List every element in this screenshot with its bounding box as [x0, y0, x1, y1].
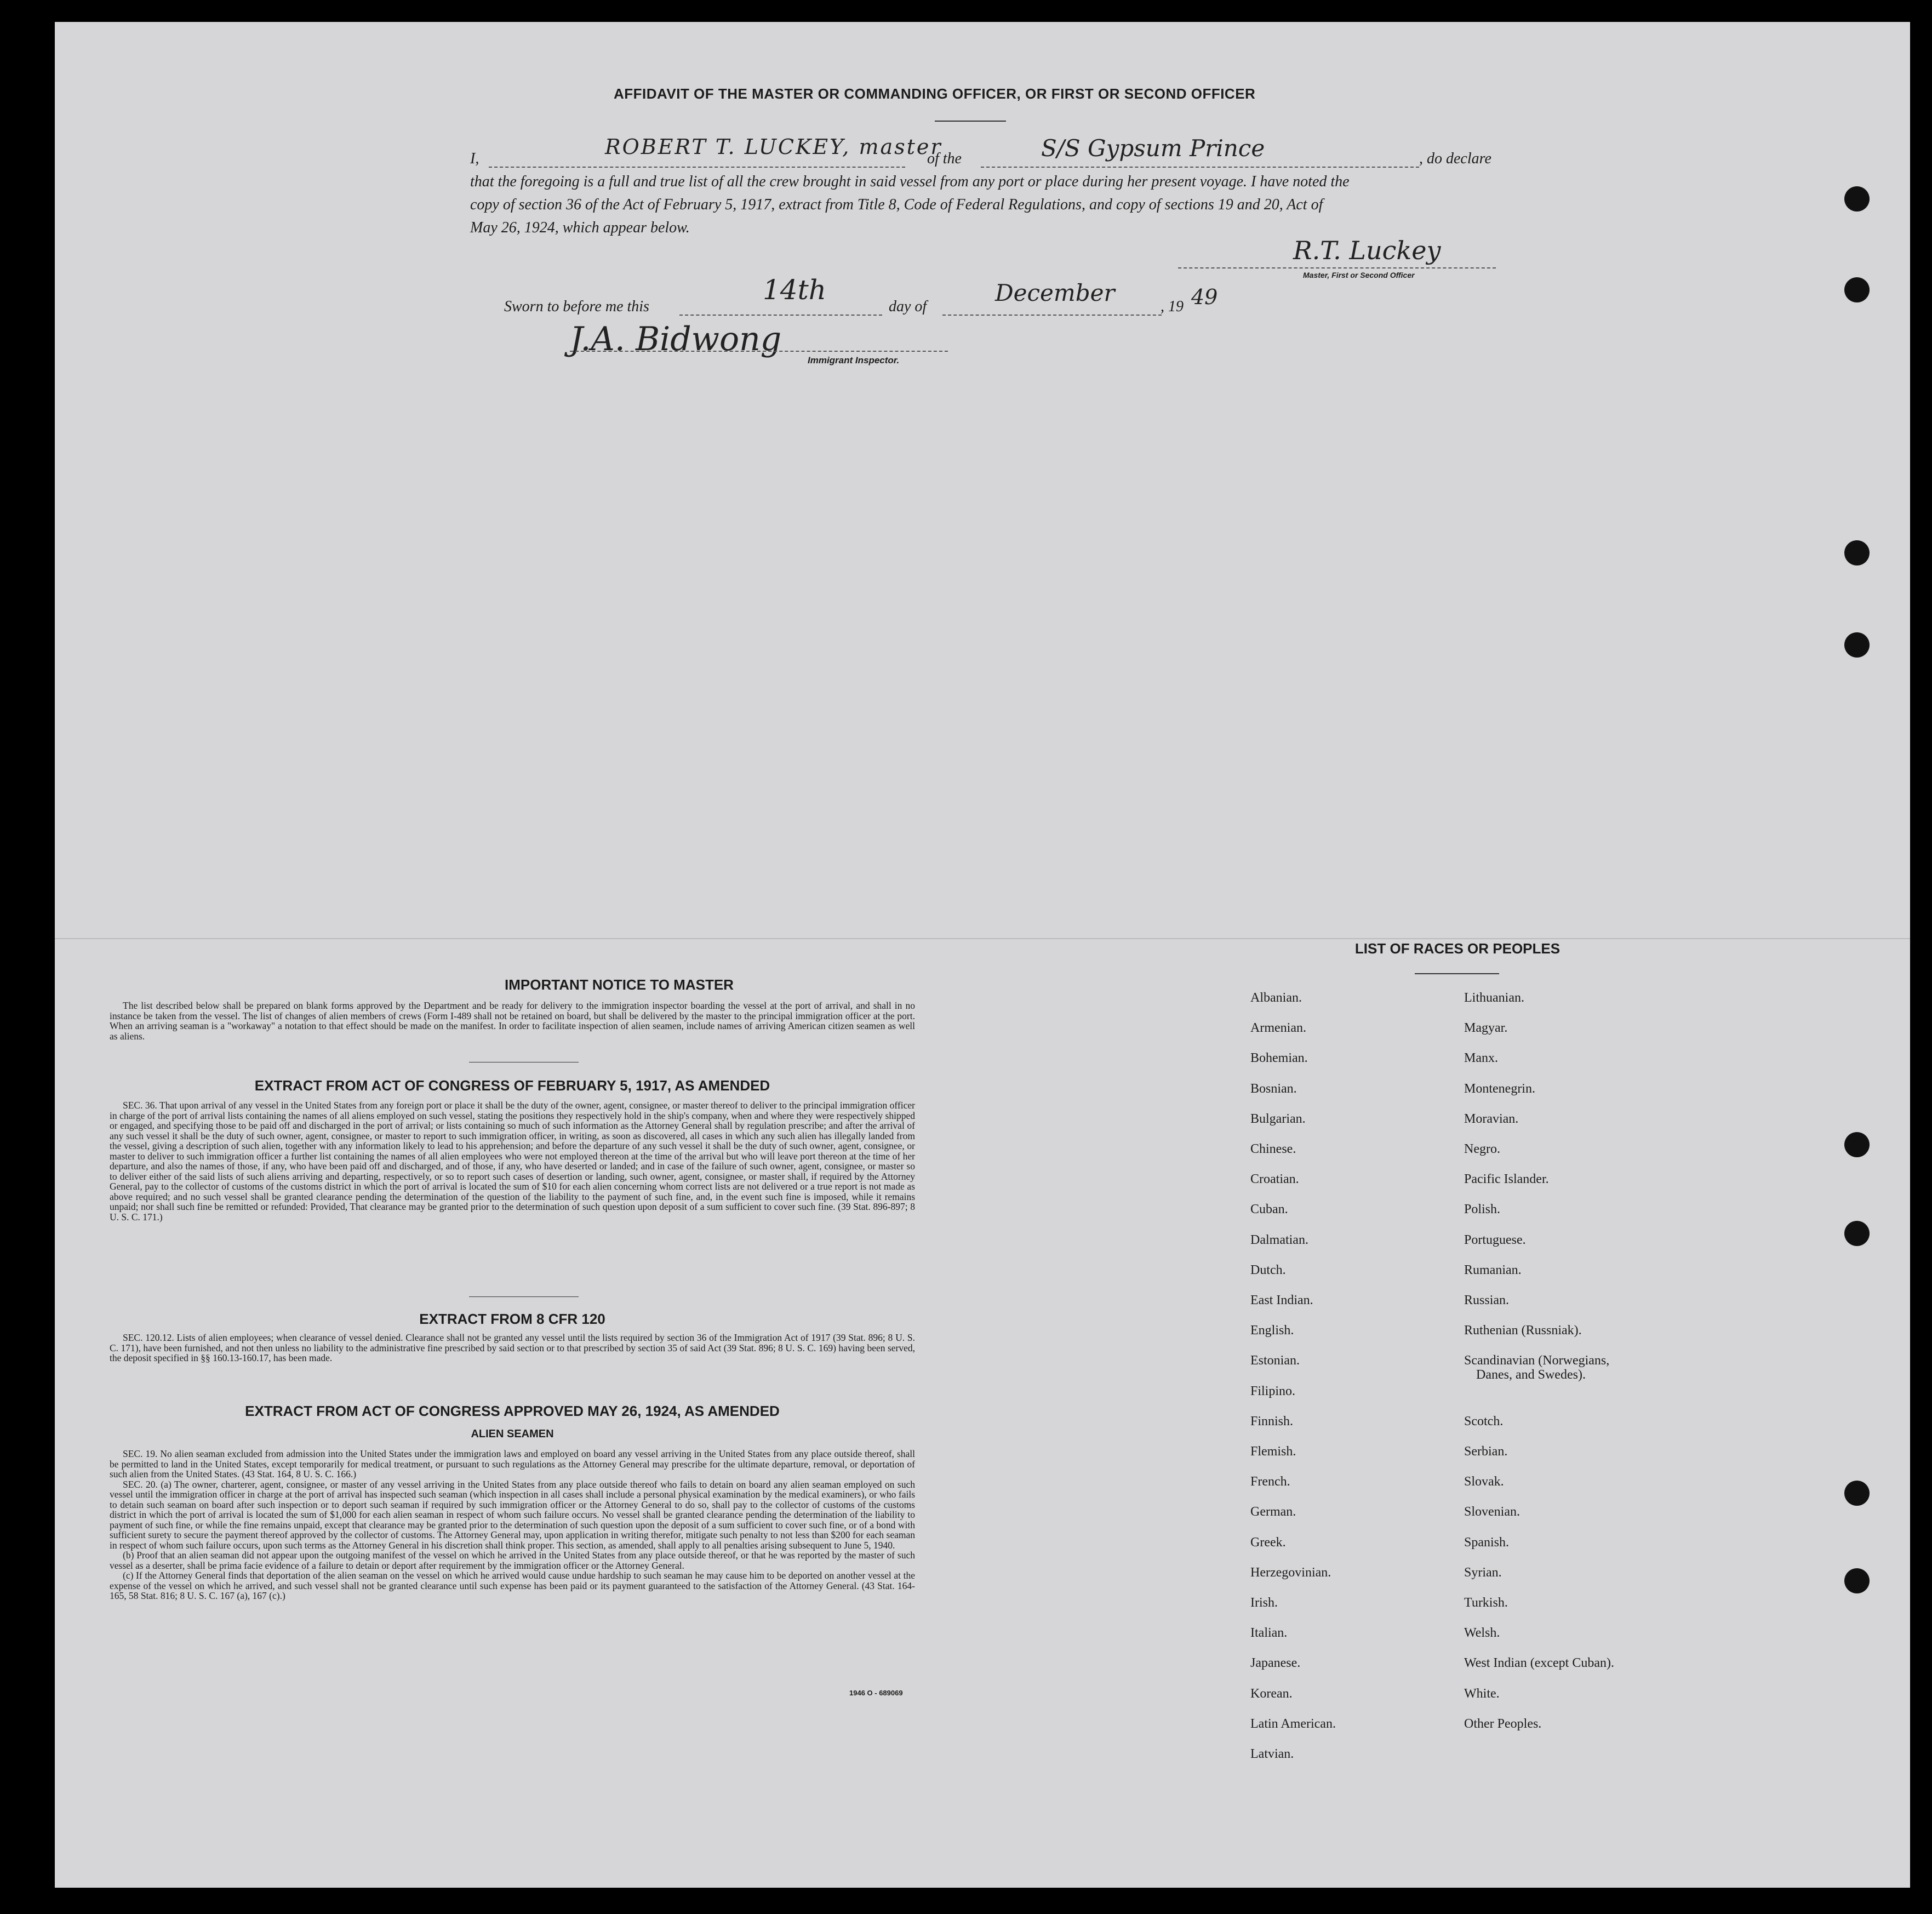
master-caption: Master, First or Second Officer: [1303, 271, 1415, 279]
vessel-name: S/S Gypsum Prince: [1041, 135, 1265, 162]
affidavit-of-the: of the: [927, 150, 962, 167]
extract-cfr-title: EXTRACT FROM 8 CFR 120: [419, 1311, 605, 1327]
race-item: Montenegrin.: [1464, 1082, 1535, 1096]
race-item: Cuban.: [1250, 1202, 1288, 1216]
binder-hole: [1844, 1568, 1870, 1593]
fold-line: [55, 938, 1910, 939]
race-item: Rumanian.: [1464, 1263, 1522, 1277]
race-item: Japanese.: [1250, 1656, 1301, 1670]
race-item: Dalmatian.: [1250, 1233, 1308, 1247]
race-item: Korean.: [1250, 1687, 1293, 1701]
race-item: Pacific Islander.: [1464, 1172, 1549, 1186]
race-item: Other Peoples.: [1464, 1717, 1542, 1731]
races-title: LIST OF RACES OR PEOPLES: [1354, 940, 1561, 957]
title-underline: [935, 121, 1006, 122]
sec20c-paragraph: (c) If the Attorney General finds that deportation of the alien seaman on the vessel on which he arrived would cause undue hardship to such seaman he may cause him to be deported on another vessel at the expense of the vessel on which he arrived, and such vessel shall not be granted clearance until such expense has been paid or its payment guaranteed to the satisfaction of the Attorney General. (43 Stat. 164-165, 58 Stat. 816; 8 U. S. C. 167 (a), 167 (c).): [110, 1570, 915, 1601]
race-item: French.: [1250, 1475, 1290, 1489]
races-underline: [1415, 973, 1499, 974]
race-item: West Indian (except Cuban).: [1464, 1656, 1614, 1670]
affidavit-i: I,: [470, 150, 479, 167]
race-item: Slovak.: [1464, 1475, 1504, 1489]
sec20a-paragraph: SEC. 20. (a) The owner, charterer, agent, consignee, or master of any vessel arriving in the United States from any place outside thereof who fails to detain on board any alien seaman employed on such vessel until the immigration officer in charge at the port of arrival has inspected such seaman (which inspection in all cases shall include a personal physical examination by the medical examiners), or who fails to detain such seaman on board after such inspection or to deport such seaman if required by such immigration officer or the Attorney General to do so, shall pay to the collector of customs of the customs district in which the port of arrival is located the sum of $1,000 for each alien seaman in respect of whom such failure occurs. No vessel shall be granted clearance pending the determination of the liability to payment of such fine, or while the fine remains unpaid, except that clearance may be granted prior to the determination of such question upon the deposit of a sum sufficient to cover such fine, or of a bond with sufficient surety to secure the payment thereof approved by the collector of customs. The Attorney General may, upon application in writing therefor, mitigate such penalty to not less than $200 for each seaman in respect of whom such failure occurs, upon such terms as the Attorney General in his discretion shall think proper. This section, as amended, shall apply to all penalties arising subsequent to June 5, 1940.: [110, 1478, 915, 1551]
extract-cfr-text: [110, 1333, 915, 1363]
race-item: Scotch.: [1464, 1414, 1504, 1429]
inspector-signature: J.A. Bidwong: [570, 320, 782, 358]
binder-hole: [1844, 1132, 1870, 1157]
name-blank: [489, 167, 905, 168]
race-item: Dutch.: [1250, 1263, 1286, 1277]
race-item: Filipino.: [1250, 1384, 1296, 1398]
extract-1917-text: [110, 1100, 915, 1222]
race-item: Armenian.: [1250, 1021, 1306, 1035]
binder-hole: [1844, 632, 1870, 658]
race-item: Herzegovinian.: [1250, 1566, 1331, 1580]
race-item: Slovenian.: [1464, 1505, 1520, 1519]
day-value: 14th: [763, 274, 826, 306]
affidavit-body-2: copy of section 36 of the Act of February 5, 1917, extract from Title 8, Code of Federal Regulations, and copy of sections 19 and 20, Act of: [470, 196, 1323, 213]
race-item: Croatian.: [1250, 1172, 1299, 1186]
race-item: Welsh.: [1464, 1626, 1500, 1640]
binder-hole: [1844, 540, 1870, 565]
race-continuation: Danes, and Swedes).: [1476, 1368, 1586, 1382]
sworn-text: Sworn to before me this: [504, 298, 649, 315]
race-item: White.: [1464, 1687, 1500, 1701]
sec36-paragraph: SEC. 36. That upon arrival of any vessel in the United States from any foreign port or place it shall be the duty of the owner, agent, consignee, or master thereof to deliver to the principal immigration officer in charge of the port of arrival lists containing the names of all aliens employed on such vessel, stating the positions they respectively hold in the ship's company, when and where they were respectively shipped or engaged, and specifying those to be paid off and discharged in the port of arrival; or lists containing so much of such information as the Attorney General shall by regulation prescribe; and after the arrival of any such vessel it shall be the duty of such owner, agent, consignee, or master to report to such immigration officer, in writing, as soon as discovered, all cases in which any such alien has illegally landed from the vessel, giving a description of such alien, together with any information likely to lead to his apprehension; and before the departure of any such vessel it shall be the duty of such owner, agent, consignee, or master to deliver to such immigration officer a further list containing the names of all alien employees who were not employed thereon at the time of the arrival but who will leave port thereon at the time of her departure, and also the names of those, if any, who have been paid off and discharged, and of those, if any, who have deserted or landed; and in case of the failure of such owner, agent, consignee, or master so to deliver either of the said lists of such aliens arriving and departing, respectively, or so to report such cases of desertion or landing, such owner, agent, consignee, or master shall, if required by the Attorney General, pay to the collector of customs of the customs district in which the port of arrival is located the sum of $10 for each alien concerning whom correct lists are not delivered or a true report is not made as above required; and no such vessel shall be granted clearance pending the determination of the question of the liability to the payment of such fine, and, in the event such fine is imposed, while it remains unpaid; nor shall such fine be remitted or refunded: Provided, That clearance may be granted prior to the determination of such question upon deposit of a sum sufficient to cover such fine. (39 Stat. 896-897; 8 U. S. C. 171.): [110, 1100, 915, 1222]
day-blank: [679, 315, 882, 316]
affidavit-body-3: May 26, 1924, which appear below.: [470, 219, 690, 236]
extract-1924-text: [110, 1449, 915, 1601]
race-item: Bulgarian.: [1250, 1112, 1306, 1126]
race-item: Ruthenian (Russniak).: [1464, 1323, 1582, 1338]
divider: [469, 1296, 579, 1297]
sec20b-paragraph: (b) Proof that an alien seaman did not appear upon the outgoing manifest of the vessel on which he arrived in the United States from any place outside thereof, or that he was reported by the master of such vessel as a deserter, shall be prima facie evidence of a failure to detain or deport after requirement by the immigration officer or the Attorney General.: [110, 1550, 915, 1571]
race-item: Italian.: [1250, 1626, 1288, 1640]
race-item: Irish.: [1250, 1596, 1278, 1610]
race-item: Manx.: [1464, 1051, 1498, 1065]
sec120-paragraph: SEC. 120.12. Lists of alien employees; when clearance of vessel denied. Clearance shall not be granted any vessel until the lists required by section 36 of the Immigration Act of 1917 (39 Stat. 896; 8 U. S. C. 171), have been furnished, and not then unless no liability to the administrative fine prescribed by said section or to that prescribed by section 35 of said Act (39 Stat. 896; 8 U. S. C. 169) having been served, the deposit specified in §§ 160.13-160.17, has been made.: [110, 1332, 915, 1363]
race-item: Albanian.: [1250, 991, 1302, 1005]
race-item: Finnish.: [1250, 1414, 1294, 1429]
day-of-text: day of: [889, 298, 927, 315]
race-item: Turkish.: [1464, 1596, 1508, 1610]
race-item: Moravian.: [1464, 1112, 1519, 1126]
inspector-caption: Immigrant Inspector.: [808, 355, 900, 365]
notice-title: IMPORTANT NOTICE TO MASTER: [505, 976, 734, 993]
race-item: Polish.: [1464, 1202, 1501, 1216]
race-item: Russian.: [1464, 1293, 1510, 1307]
race-item: Estonian.: [1250, 1353, 1300, 1368]
vessel-blank: [981, 167, 1419, 168]
master-signature-line: [1178, 267, 1496, 268]
month-value: December: [995, 279, 1115, 306]
alien-seamen-subtitle: ALIEN SEAMEN: [471, 1428, 554, 1440]
race-item: Lithuanian.: [1464, 991, 1524, 1005]
master-name: ROBERT T. LUCKEY, master: [605, 135, 942, 159]
race-item: Syrian.: [1464, 1566, 1502, 1580]
race-item: Latvian.: [1250, 1747, 1294, 1761]
year-prefix: , 19: [1161, 298, 1184, 315]
master-signature: R.T. Luckey: [1293, 236, 1441, 265]
extract-1917-title: EXTRACT FROM ACT OF CONGRESS OF FEBRUARY 5, 1917, AS AMENDED: [254, 1077, 770, 1094]
inspector-signature-line: [570, 351, 948, 352]
race-item: Greek.: [1250, 1535, 1286, 1550]
year-value: 49: [1191, 285, 1218, 309]
binder-hole: [1844, 277, 1870, 302]
race-item: Portuguese.: [1464, 1233, 1526, 1247]
race-item: Latin American.: [1250, 1717, 1336, 1731]
affidavit-title: AFFIDAVIT OF THE MASTER OR COMMANDING OFFICER, OR FIRST OR SECOND OFFICER: [614, 85, 1256, 102]
race-item: Bohemian.: [1250, 1051, 1308, 1065]
binder-hole: [1844, 186, 1870, 212]
race-item: Spanish.: [1464, 1535, 1510, 1550]
race-item: East Indian.: [1250, 1293, 1313, 1307]
printing-imprint: 1946 O - 689069: [849, 1689, 903, 1697]
race-item: Serbian.: [1464, 1444, 1508, 1459]
race-item: Flemish.: [1250, 1444, 1296, 1459]
race-item: German.: [1250, 1505, 1296, 1519]
extract-1924-title: EXTRACT FROM ACT OF CONGRESS APPROVED MAY 26, 1924, AS AMENDED: [245, 1403, 780, 1419]
binder-hole: [1844, 1481, 1870, 1506]
affidavit-body-1: that the foregoing is a full and true list of all the crew brought in said vessel from any port or place during her present voyage. I have noted the: [470, 173, 1350, 190]
notice-paragraph: The list described below shall be prepared on blank forms approved by the Department and be ready for delivery to the immigration inspector boarding the vessel at the port of arrival, and shall in no instance be taken from the vessel. The list of changes of alien members of crews (Form I-489 shall not be retained on board, but shall be delivered by the master to the principal immigration officer at the port. When an arriving seaman is a "workaway" a notation to that effect should be made on the manifest. In order to facilitate inspection of alien seamen, include names of arriving American citizen seamen as well as aliens.: [110, 1000, 915, 1042]
sec19-paragraph: SEC. 19. No alien seaman excluded from admission into the United States under the immigration laws and employed on board any vessel arriving in the United States from any place outside thereof, shall be permitted to land in the United States, except temporarily for medical treatment, or pursuant to such regulations as the Attorney General may prescribe for the ultimate departure, removal, or deportation of such alien from the United States. (43 Stat. 164, 8 U. S. C. 166.): [110, 1448, 915, 1479]
race-item: Bosnian.: [1250, 1082, 1297, 1096]
race-item: Magyar.: [1464, 1021, 1508, 1035]
race-item: English.: [1250, 1323, 1294, 1338]
notice-text: [110, 1001, 915, 1041]
affidavit-declare: , do declare: [1419, 150, 1491, 167]
race-item: Negro.: [1464, 1142, 1500, 1156]
race-item: Chinese.: [1250, 1142, 1296, 1156]
binder-hole: [1844, 1221, 1870, 1246]
race-item: Scandinavian (Norwegians,: [1464, 1353, 1610, 1368]
month-blank: [942, 315, 1162, 316]
